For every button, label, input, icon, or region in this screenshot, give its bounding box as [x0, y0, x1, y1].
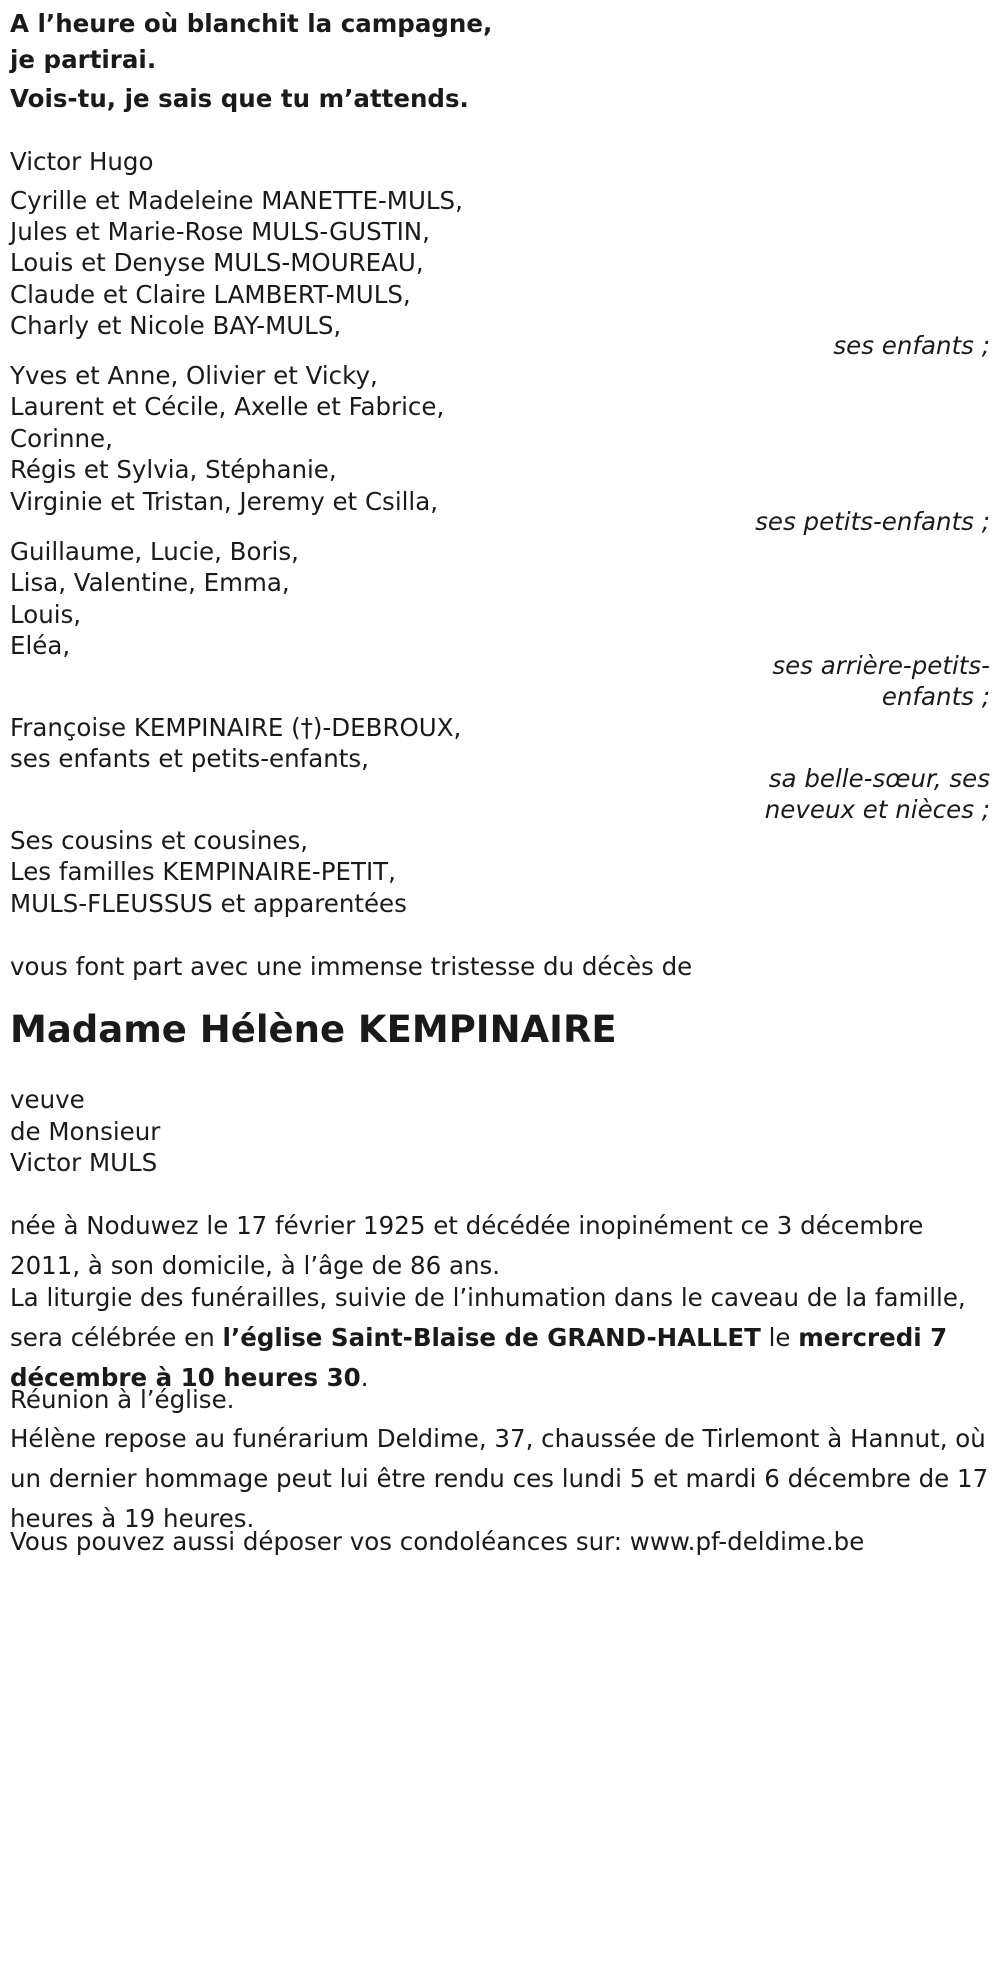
other-family: MULS-FLEUSSUS et apparentées	[10, 889, 407, 918]
birth-death-paragraph: née à Noduwez le 17 février 1925 et décédée inopinément ce 3 décembre 2011, à son domicile, à l’âge de 86 ans.	[10, 1211, 924, 1280]
grandchild-name: Yves et Anne, Olivier et Vicky,	[10, 361, 378, 390]
grandchild-name: Régis et Sylvia, Stéphanie,	[10, 455, 337, 484]
liturgy-text: La liturgie des funérailles, suivie de l’inhumation dans le caveau de la famille, sera célébrée en	[10, 1283, 966, 1352]
sister-in-law-relation-2: neveux et nièces ;	[764, 795, 990, 824]
sister-in-law-relation-1: sa belle-sœur, ses	[768, 764, 990, 793]
child-name: Cyrille et Madeleine MANETTE-MULS,	[10, 186, 463, 215]
great-grandchild-name: Louis,	[10, 600, 82, 629]
other-family: Les familles KEMPINAIRE-PETIT,	[10, 857, 396, 886]
meeting-paragraph: Réunion à l’église.	[10, 1385, 235, 1414]
rest-paragraph: Hélène repose au funérarium Deldime, 37, chaussée de Tirlemont à Hannut, où un dernier hommage peut lui être rendu ces lundi 5 et mardi 6 décembre de 17 heures à 19 heures.	[10, 1424, 989, 1533]
grandchildren-relation: ses petits-enfants ;	[755, 507, 990, 536]
liturgy-text: le	[760, 1323, 799, 1352]
deceased-name: Madame Hélène KEMPINAIRE	[10, 1008, 617, 1051]
child-name: Claude et Claire LAMBERT-MULS,	[10, 280, 411, 309]
great-grandchildren-relation-1: ses arrière-petits-	[772, 651, 990, 680]
poem-line-2: je partirai.	[10, 45, 157, 74]
announcement: vous font part avec une immense tristesse du décès de	[10, 952, 693, 981]
grandchild-name: Corinne,	[10, 424, 113, 453]
poem-line-1: A l’heure où blanchit la campagne,	[10, 9, 493, 38]
grandchild-name: Laurent et Cécile, Axelle et Fabrice,	[10, 392, 445, 421]
condolences-paragraph: Vous pouvez aussi déposer vos condoléances sur: www.pf-deldime.be	[10, 1527, 865, 1556]
deceased-status: Victor MULS	[10, 1148, 158, 1177]
children-relation: ses enfants ;	[833, 331, 990, 360]
great-grandchild-name: Guillaume, Lucie, Boris,	[10, 537, 299, 566]
other-family: Ses cousins et cousines,	[10, 826, 308, 855]
child-name: Jules et Marie-Rose MULS-GUSTIN,	[10, 217, 430, 246]
great-grandchild-name: Lisa, Valentine, Emma,	[10, 568, 290, 597]
great-grandchildren-relation-2: enfants ;	[881, 682, 990, 711]
child-name: Louis et Denyse MULS-MOUREAU,	[10, 248, 424, 277]
deceased-status: de Monsieur	[10, 1117, 161, 1146]
sister-in-law-name: Françoise KEMPINAIRE (†)-DEBROUX,	[10, 713, 462, 742]
liturgy-date: mercredi 7 décembre à 10 heures 30	[10, 1323, 948, 1392]
great-grandchild-name: Eléa,	[10, 631, 71, 660]
sister-in-law-family: ses enfants et petits-enfants,	[10, 744, 369, 773]
deceased-status: veuve	[10, 1085, 85, 1114]
liturgy-place: l’église Saint-Blaise de GRAND-HALLET	[222, 1323, 761, 1352]
grandchild-name: Virginie et Tristan, Jeremy et Csilla,	[10, 487, 439, 516]
liturgy-end: .	[360, 1363, 369, 1392]
poem-author: Victor Hugo	[10, 147, 154, 176]
poem-line-3: Vois-tu, je sais que tu m’attends.	[10, 84, 469, 113]
child-name: Charly et Nicole BAY-MULS,	[10, 311, 342, 340]
